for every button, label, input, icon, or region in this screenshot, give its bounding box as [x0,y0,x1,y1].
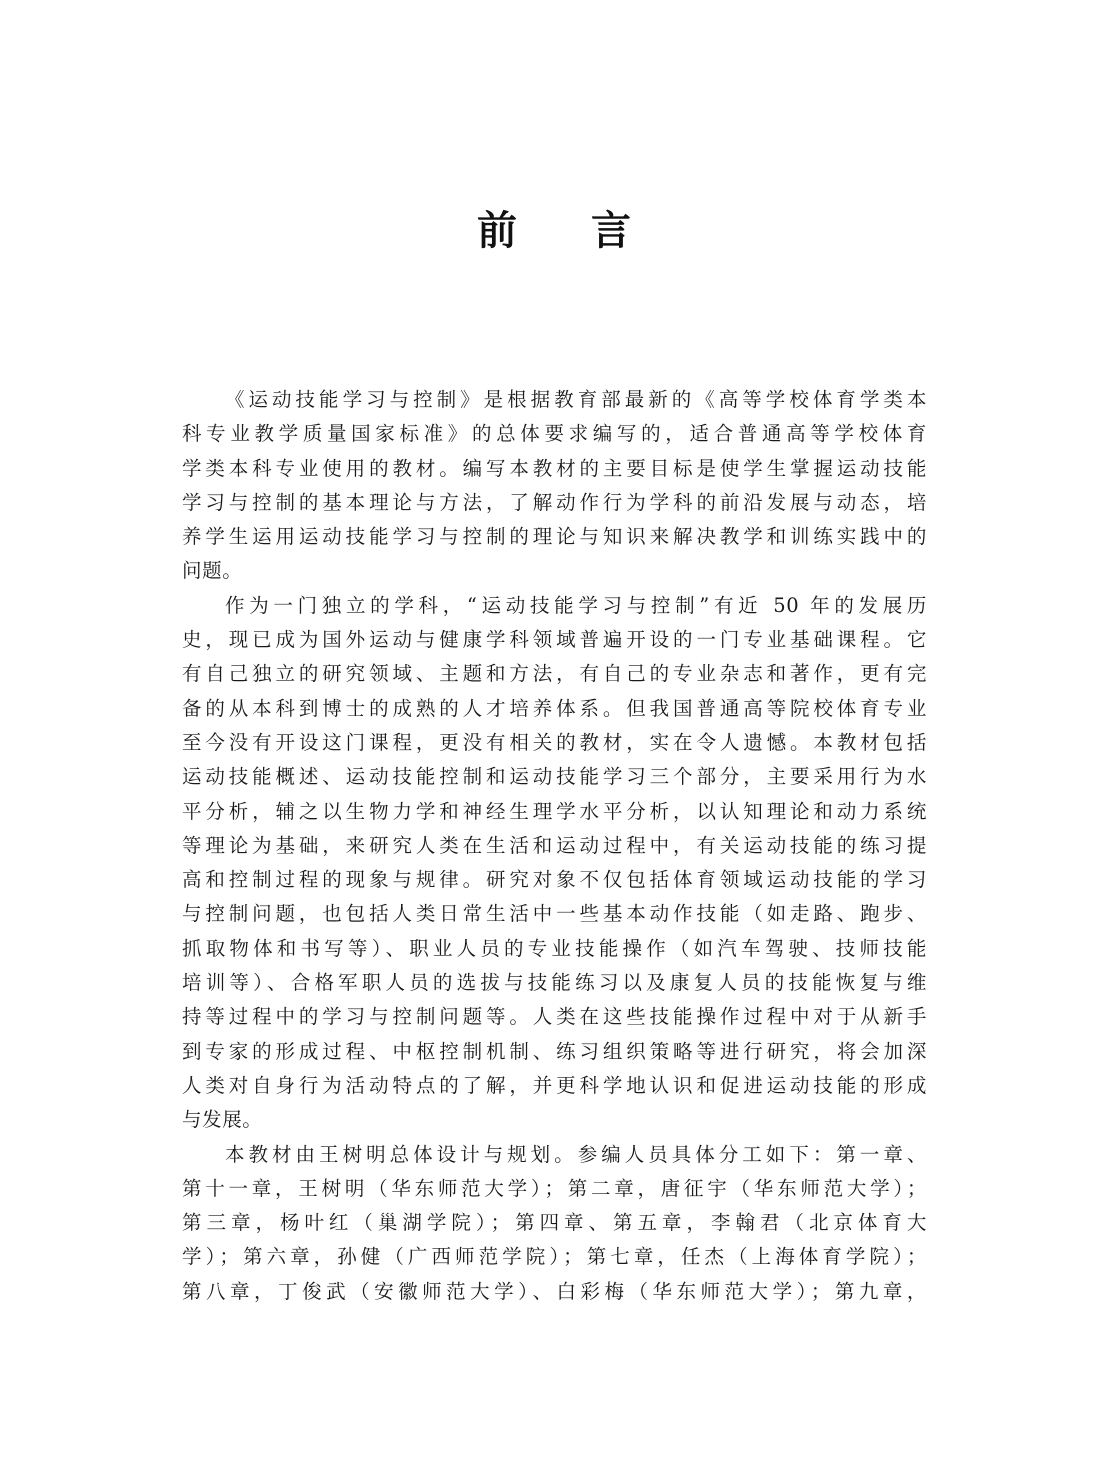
paragraph-line: 第三章，杨叶红（巢湖学院）；第四章、第五章，李翰君（北京体育大 [182,1211,927,1235]
paragraph-line: 第十一章，王树明（华东师范大学）；第二章，唐征宇（华东师范大学）； [182,1176,927,1200]
paragraph-line: 等理论为基础，来研究人类在生活和运动过程中，有关运动技能的练习提 [182,833,927,857]
paragraph-line: 至今没有开设这门课程，更没有相关的教材，实在令人遗憾。本教材包括 [182,730,927,754]
page-title [0,203,1108,259]
paragraph-line: 平分析，辅之以生物力学和神经生理学水平分析，以认知理论和动力系统 [182,799,927,823]
paragraph-line: 到专家的形成过程、中枢控制机制、练习组织策略等进行研究，将会加深 [182,1039,927,1063]
paragraph-line: 运动技能概述、运动技能控制和运动技能学习三个部分，主要采用行为水 [182,765,927,789]
paragraph-line: 史，现已成为国外运动与健康学科领域普遍开设的一门专业基础课程。它 [182,628,927,652]
preface-body [182,383,927,1309]
paragraph-line: 养学生运用运动技能学习与控制的理论与知识来解决教学和训练实践中的 [182,525,927,549]
paragraph-line: 作为一门独立的学科，“运动技能学习与控制”有近 50 年的发展历 [225,593,927,617]
paragraph-line: 人类对自身行为活动特点的了解，并更科学地认识和促进运动技能的形成 [182,1073,927,1097]
title-char-2: 言 [591,208,631,254]
paragraph-line: 有自己独立的研究领域、主题和方法，有自己的专业杂志和著作，更有完 [182,662,927,686]
title-char-1: 前 [477,208,517,254]
paragraph-line: 学习与控制的基本理论与方法，了解动作行为学科的前沿发展与动态，培 [182,490,927,514]
paragraph-line: 备的从本科到博士的成熟的人才培养体系。但我国普通高等院校体育专业 [182,696,927,720]
paragraph-line: 学类本科专业使用的教材。编写本教材的主要目标是使学生掌握运动技能 [182,456,927,480]
paragraph-line: 科专业教学质量国家标准》的总体要求编写的，适合普通高等学校体育 [182,422,927,446]
paragraph-line: 第八章，丁俊武（安徽师范大学）、白彩梅（华东师范大学）；第九章， [182,1279,927,1303]
paragraph-line: 学）；第六章，孙健（广西师范学院）；第七章，任杰（上海体育学院）； [182,1245,927,1269]
paragraph-line: 本教材由王树明总体设计与规划。参编人员具体分工如下：第一章、 [225,1142,927,1166]
paragraph-line: 培训等）、合格军职人员的选拔与技能练习以及康复人员的技能恢复与维 [182,971,927,995]
paragraph-line: 问题。 [182,559,243,583]
paragraph-line: 《运动技能学习与控制》是根据教育部最新的《高等学校体育学类本 [225,388,927,411]
paragraph-line: 高和控制过程的现象与规律。研究对象不仅包括体育领域运动技能的学习 [182,868,927,892]
paragraph-line: 持等过程中的学习与控制问题等。人类在这些技能操作过程中对于从新手 [182,1005,927,1029]
paragraph-line: 与发展。 [182,1108,263,1132]
paragraph-line: 抓取物体和书写等）、职业人员的专业技能操作（如汽车驾驶、技师技能 [182,936,927,960]
paragraph-line: 与控制问题，也包括人类日常生活中一些基本动作技能（如走路、跑步、 [182,902,927,926]
